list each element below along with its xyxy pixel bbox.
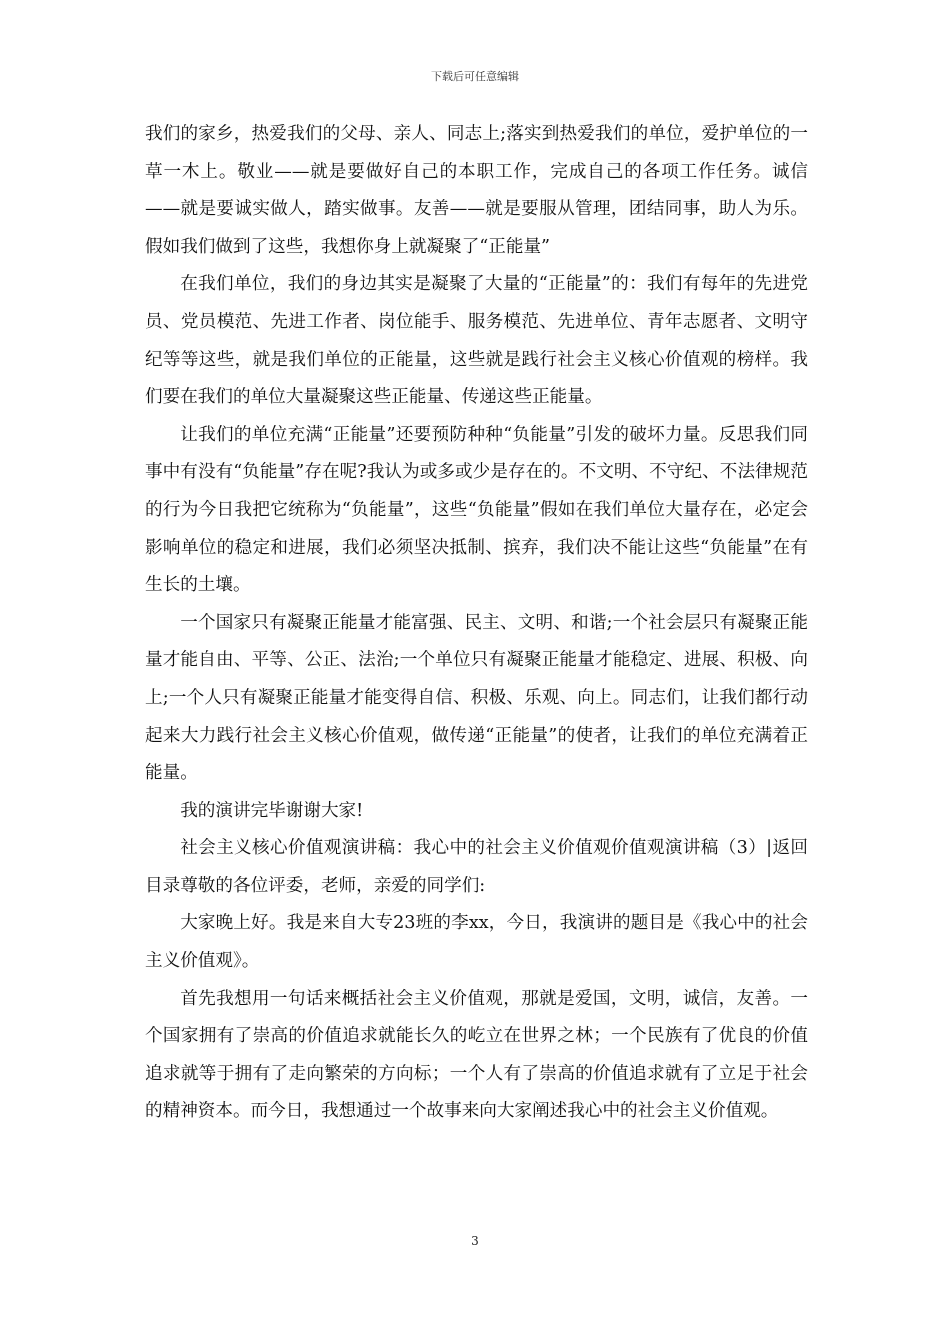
- page-number: 3: [471, 1234, 479, 1248]
- paragraph-7: 大家晚上好。我是来自大专23班的李xx，今日，我演讲的题目是《我心中的社会主义价值观》。: [145, 913, 808, 972]
- page-header-note: 下载后可任意编辑: [431, 70, 519, 83]
- paragraph-5: 我的演讲完毕谢谢大家!: [180, 800, 364, 821]
- paragraph-8: 首先我想用一句话来概括社会主义价值观，那就是爱国，文明，诚信，友善。一个国家拥有了崇高的价值追求就能长久的屹立在世界之林；一个民族有了优良的价值追求就等于拥有了走向繁荣的方向标；一个人有了崇高的价值追求就有了立足于社会的精神资本。而今日，我想通过一个故事来向大家阐述我心中的社会主义价值观。: [145, 988, 808, 1122]
- paragraph-3: 让我们的单位充满“正能量”还要预防种种“负能量”引发的破坏力量。反思我们同事中有没有“负能量”存在呢?我认为或多或少是存在的。不文明、不守纪、不法律规范的行为今日我把它统称为“负能量”，这些“负能量”假如在我们单位大量存在，必定会影响单位的稳定和进展，我们必须坚决抵制、摈弃，我们决不能让这些“负能量”在有生长的土壤。: [145, 424, 808, 596]
- paragraph-6-section-title: 社会主义核心价值观演讲稿：我心中的社会主义价值观价值观演讲稿（3）|返回目录尊敬的各位评委，老师，亲爱的同学们:: [145, 838, 808, 896]
- document-body: [145, 116, 808, 1131]
- paragraph-4: 一个国家只有凝聚正能量才能富强、民主、文明、和谐;一个社会层只有凝聚正能量才能自由、平等、公正、法治;一个单位只有凝聚正能量才能稳定、进展、积极、向上;一个人只有凝聚正能量才能变得自信、积极、乐观、向上。同志们，让我们都行动起来大力践行社会主义核心价值观，做传递“正能量”的使者，让我们的单位充满着正能量。: [145, 612, 808, 784]
- paragraph-1: 我们的家乡，热爱我们的父母、亲人、同志上;落实到热爱我们的单位，爱护单位的一草一木上。敬业——就是要做好自己的本职工作，完成自己的各项工作任务。诚信——就是要诚实做人，踏实做事。友善——就是要服从管理，团结同事，助人为乐。假如我们做到了这些，我想你身上就凝聚了“正能量”: [145, 124, 808, 257]
- paragraph-2: 在我们单位，我们的身边其实是凝聚了大量的“正能量”的：我们有每年的先进党员、党员模范、先进工作者、岗位能手、服务模范、先进单位、青年志愿者、文明守纪等等这些，就是我们单位的正能量，这些就是践行社会主义核心价值观的榜样。我们要在我们的单位大量凝聚这些正能量、传递这些正能量。: [145, 274, 808, 408]
